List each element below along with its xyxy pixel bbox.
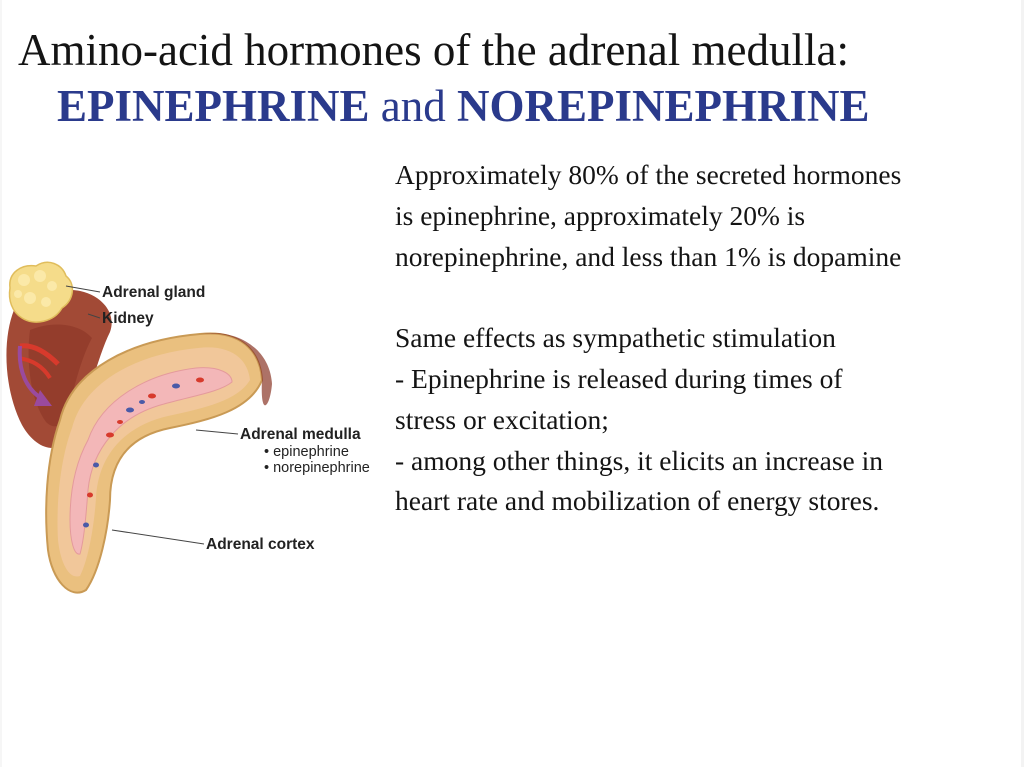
adrenal-gland-diagram xyxy=(0,250,395,610)
title-epinephrine: EPINEPHRINE xyxy=(57,81,370,131)
leader-adrenal-medulla xyxy=(196,430,238,434)
slide-title: Amino-acid hormones of the adrenal medulla: xyxy=(18,25,849,75)
paragraph-gap xyxy=(395,277,1024,318)
body-line: is epinephrine, approximately 20% is xyxy=(395,199,806,231)
label-adrenal-medulla: Adrenal medulla xyxy=(240,426,361,443)
body-line: norepinephrine, and less than 1% is dopamine xyxy=(395,240,902,272)
label-medulla-epinephrine: • epinephrine xyxy=(264,444,349,460)
body-line: - among other things, it elicits an increase in xyxy=(395,444,883,476)
slide-subtitle xyxy=(57,80,870,132)
title-and: and xyxy=(380,81,446,131)
label-kidney: Kidney xyxy=(102,310,154,327)
label-medulla-norepinephrine: • norepinephrine xyxy=(264,460,370,476)
body-line: Approximately 80% of the secreted hormones xyxy=(395,159,902,190)
leader-adrenal-cortex xyxy=(112,530,204,544)
body-text xyxy=(395,155,1024,522)
title-norepinephrine: NOREPINEPHRINE xyxy=(457,81,870,131)
label-adrenal-cortex: Adrenal cortex xyxy=(206,536,315,553)
body-line: - Epinephrine is released during times of xyxy=(395,362,843,394)
body-line: stress or excitation; xyxy=(395,403,609,435)
body-line: Same effects as sympathetic stimulation xyxy=(395,322,836,354)
label-adrenal-gland: Adrenal gland xyxy=(102,284,206,301)
body-line: heart rate and mobilization of energy stores. xyxy=(395,485,880,517)
